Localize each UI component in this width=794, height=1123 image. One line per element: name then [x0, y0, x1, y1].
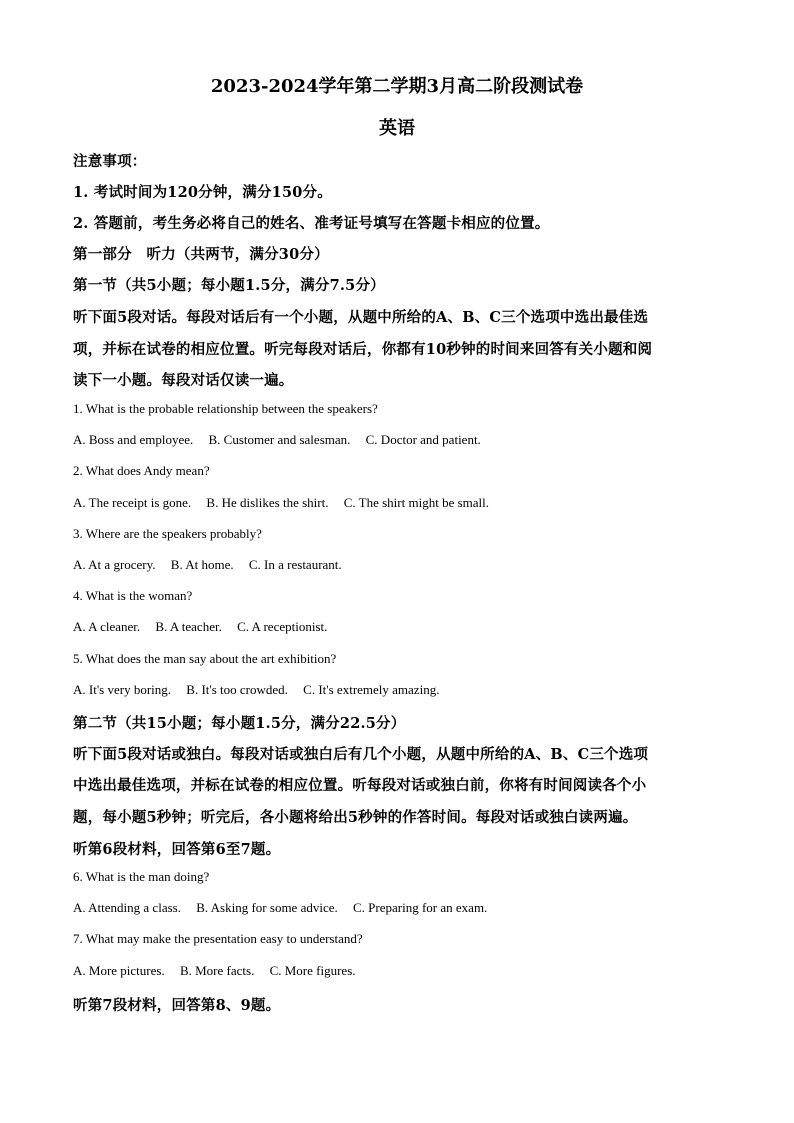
- options-2: [73, 495, 723, 511]
- option-c: C. A receptionist.: [237, 619, 328, 634]
- section2-title: 第二节（共15小题；每小题1.5分，满分22.5分）: [73, 715, 406, 732]
- section1-instructions: 项，并标在试卷的相应位置。听完每段对话后，你都有10秒钟的时间来回答有关小题和阅: [73, 341, 653, 358]
- option-b: B. A teacher.: [155, 619, 222, 634]
- question-7: 7. What may make the presentation easy to understand?: [73, 931, 363, 946]
- options-3: [73, 557, 723, 573]
- section1-instructions: 读下一小题。每段对话仅读一遍。: [73, 372, 294, 389]
- options-1: [73, 432, 723, 448]
- option-a: A. Attending a class.: [73, 900, 181, 915]
- option-b: B. Customer and salesman.: [208, 432, 351, 447]
- note-item: 2. 答题前，考生务必将自己的姓名、准考证号填写在答题卡相应的位置。: [73, 215, 550, 232]
- option-c: C. More figures.: [269, 963, 356, 978]
- question-2: 2. What does Andy mean?: [73, 463, 210, 478]
- subject-title: 英语: [379, 118, 415, 139]
- options-4: [73, 619, 723, 635]
- option-c: C. In a restaurant.: [248, 557, 342, 572]
- question-1: 1. What is the probable relationship between the speakers?: [73, 401, 378, 416]
- option-c: C. Doctor and patient.: [365, 432, 481, 447]
- question-6: 6. What is the man doing?: [73, 869, 210, 884]
- options-7: [73, 963, 723, 979]
- option-a: A. It's very boring.: [73, 682, 172, 697]
- passage-7-heading: 听第7段材料，回答第8、9题。: [73, 997, 281, 1014]
- options-6: [73, 900, 723, 916]
- option-a: A. At a grocery.: [73, 557, 156, 572]
- option-b: B. It's too crowded.: [186, 682, 288, 697]
- section2-instructions: 听下面5段对话或独白。每段对话或独白后有几个小题，从题中所给的A、B、C三个选项: [73, 746, 649, 763]
- section2-instructions: 中选出最佳选项，并标在试卷的相应位置。听每段对话或独白前，你将有时间阅读各个小: [73, 777, 647, 794]
- section1-instructions: 听下面5段对话。每段对话后有一个小题，从题中所给的A、B、C三个选项中选出最佳选: [73, 309, 649, 326]
- exam-title: 2023-2024学年第二学期3月高二阶段测试卷: [210, 76, 584, 97]
- option-a: A. More pictures.: [73, 963, 165, 978]
- option-b: B. He dislikes the shirt.: [206, 495, 329, 510]
- part1-title: 第一部分 听力（共两节，满分30分）: [73, 246, 329, 263]
- section1-title: 第一节（共5小题；每小题1.5分，满分7.5分）: [73, 277, 385, 294]
- option-a: A. Boss and employee.: [73, 432, 194, 447]
- option-c: C. The shirt might be small.: [343, 495, 489, 510]
- options-5: [73, 682, 723, 698]
- passage-6-heading: 听第6段材料，回答第6至7题。: [73, 841, 281, 858]
- question-4: 4. What is the woman?: [73, 588, 193, 603]
- note-item: 1. 考试时间为120分钟，满分150分。: [73, 184, 332, 201]
- notes-heading: 注意事项：: [73, 153, 147, 170]
- question-5: 5. What does the man say about the art exhibition?: [73, 651, 337, 666]
- section2-instructions: 题，每小题5秒钟；听完后，各小题将给出5秒钟的作答时间。每段对话或独白读两遍。: [73, 809, 638, 826]
- option-b: B. More facts.: [179, 963, 255, 978]
- option-c: C. It's extremely amazing.: [303, 682, 440, 697]
- option-c: C. Preparing for an exam.: [353, 900, 488, 915]
- option-b: B. Asking for some advice.: [196, 900, 338, 915]
- option-a: A. The receipt is gone.: [73, 495, 192, 510]
- question-3: 3. Where are the speakers probably?: [73, 526, 262, 541]
- option-b: B. At home.: [170, 557, 234, 572]
- option-a: A. A cleaner.: [73, 619, 141, 634]
